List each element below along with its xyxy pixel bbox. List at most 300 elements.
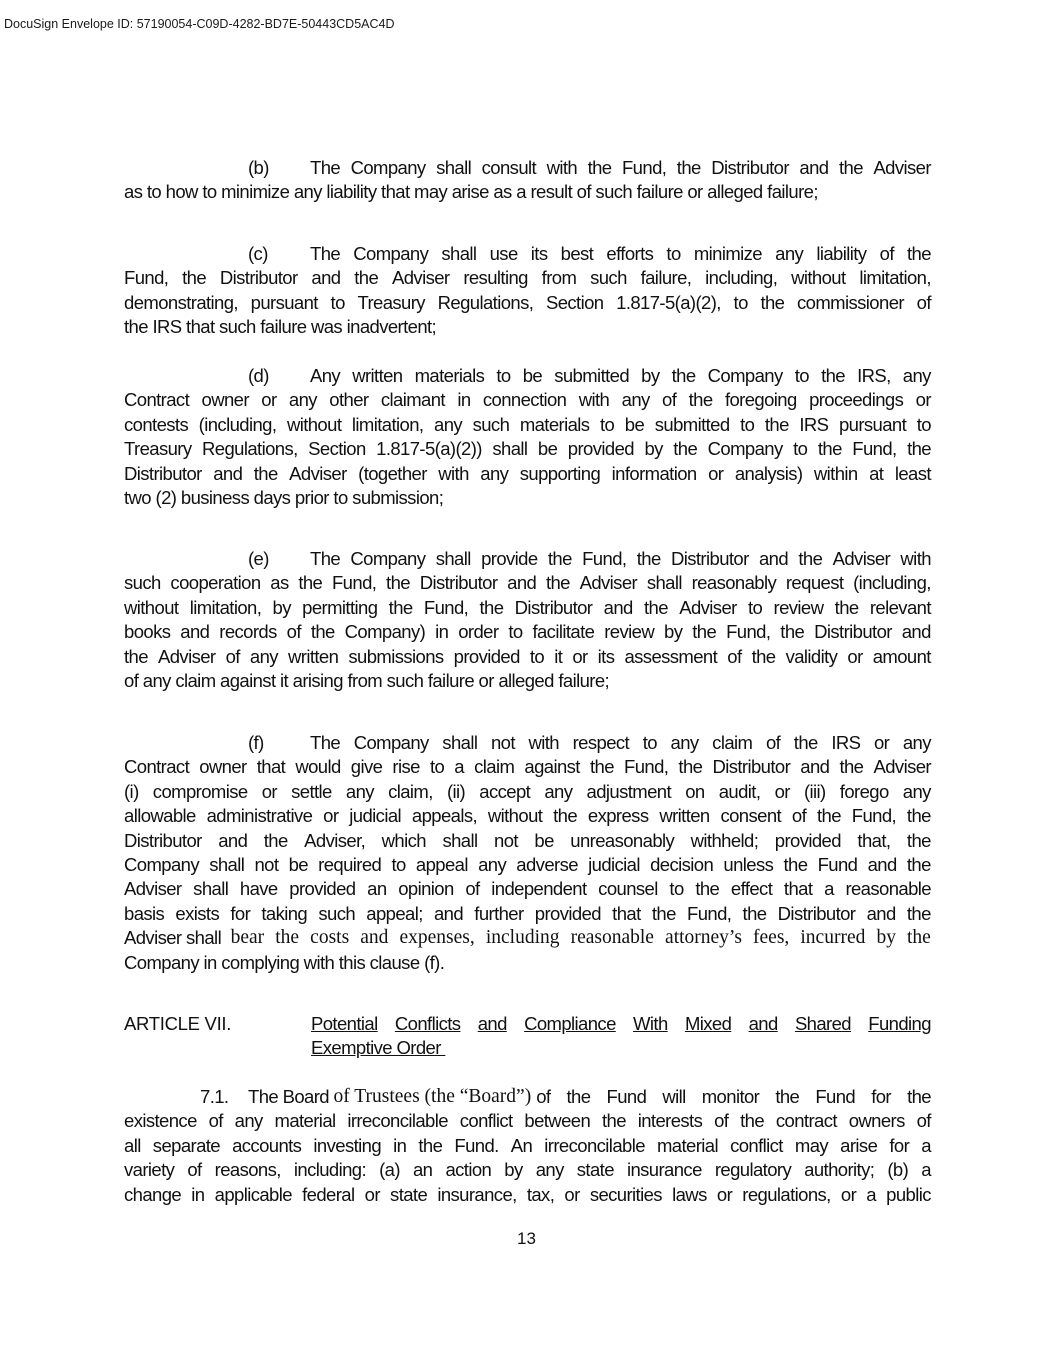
word: taking xyxy=(261,902,308,924)
word: tax, xyxy=(526,1183,555,1205)
word: other xyxy=(329,389,369,411)
word: With xyxy=(633,1013,668,1034)
word: Fund, xyxy=(582,548,627,569)
word: of xyxy=(225,645,240,667)
word: the xyxy=(907,1086,931,1107)
word: the xyxy=(740,1110,765,1132)
word: and xyxy=(180,621,210,643)
word: of xyxy=(286,621,301,643)
word: insurance xyxy=(626,1159,702,1181)
word: Conflicts xyxy=(394,1013,461,1034)
word: administrative xyxy=(206,805,313,827)
word: the xyxy=(821,365,845,386)
word: the xyxy=(907,927,931,949)
word: by xyxy=(644,438,663,460)
section-line xyxy=(124,1134,931,1158)
word: Section xyxy=(308,438,366,460)
word: Fund, xyxy=(624,756,669,778)
word: from xyxy=(541,267,577,289)
word: any xyxy=(480,462,509,484)
word: regulations, xyxy=(742,1183,831,1205)
word: arise xyxy=(840,1134,878,1156)
word: state xyxy=(576,1159,614,1181)
word: provided xyxy=(774,829,841,851)
word: demonstrating, xyxy=(124,291,238,313)
word: for xyxy=(230,902,251,924)
word: a xyxy=(454,756,464,778)
word: and xyxy=(758,548,789,569)
word: the xyxy=(906,854,931,876)
word: and xyxy=(800,756,830,778)
word: expenses, xyxy=(399,927,475,949)
word: and xyxy=(218,829,248,851)
word: limitation, xyxy=(189,596,262,618)
word: provided xyxy=(534,902,601,924)
word: material xyxy=(274,1110,336,1132)
word: written xyxy=(659,805,710,827)
word: foregoing xyxy=(724,389,797,411)
word: a xyxy=(921,1159,931,1181)
word: unreasonably xyxy=(570,829,675,851)
word: to xyxy=(391,854,406,876)
clause-line xyxy=(124,755,931,779)
word: judicial xyxy=(349,805,402,827)
word: the xyxy=(651,902,676,924)
word: claim xyxy=(474,756,515,778)
word: compromise xyxy=(152,780,248,802)
word: or xyxy=(261,780,277,802)
word: accept xyxy=(479,780,531,802)
word: further xyxy=(474,902,524,924)
word: (together xyxy=(358,462,427,484)
section-label: 7.1. xyxy=(200,1086,229,1107)
word: the xyxy=(182,267,207,289)
word: consult xyxy=(481,157,537,178)
word: Company xyxy=(124,854,199,876)
word: The xyxy=(310,732,341,753)
clause-line xyxy=(124,596,931,620)
clause-label: (e) xyxy=(248,548,269,569)
word: that xyxy=(256,756,286,778)
word: public xyxy=(886,1183,931,1205)
word: be xyxy=(522,365,543,386)
word: and xyxy=(477,1013,507,1034)
word: material xyxy=(656,1134,718,1156)
clause-line xyxy=(124,291,931,315)
word: the xyxy=(310,621,335,643)
clause-label: (d) xyxy=(248,365,269,386)
word: failure, xyxy=(640,267,692,289)
word: supporting xyxy=(519,462,601,484)
word: any xyxy=(234,1110,263,1132)
word: forego xyxy=(839,780,889,802)
word: Adviser xyxy=(158,645,216,667)
word: existence xyxy=(124,1110,197,1132)
word: the xyxy=(742,902,767,924)
section-line xyxy=(124,1183,931,1207)
clause-text xyxy=(310,364,931,388)
section-7-1 xyxy=(124,1085,931,1207)
word: any xyxy=(775,243,804,264)
word: and xyxy=(901,621,931,643)
word: (a) xyxy=(379,1159,400,1181)
word: use xyxy=(489,243,518,264)
word: claim xyxy=(712,732,753,753)
word: of xyxy=(536,1086,551,1107)
word: federal xyxy=(302,1183,355,1205)
clause-label: (b) xyxy=(248,157,269,178)
clause-e xyxy=(124,547,931,693)
clause-line xyxy=(124,926,931,950)
word: limitation, xyxy=(859,267,931,289)
word: the xyxy=(388,596,413,618)
word: permitting xyxy=(302,596,378,618)
word: by xyxy=(272,596,291,618)
word: pursuant xyxy=(250,291,318,313)
word: review xyxy=(773,596,824,618)
word: the xyxy=(354,267,379,289)
article-number: ARTICLE VII. xyxy=(124,1013,232,1034)
word: separate xyxy=(152,1134,220,1156)
word: provided xyxy=(289,878,356,900)
word: the xyxy=(673,438,698,460)
word: for xyxy=(889,1134,910,1156)
word: the xyxy=(124,645,148,667)
word: Company xyxy=(707,438,783,460)
word: or xyxy=(564,1183,580,1205)
word: of xyxy=(916,291,931,313)
word: Treasury xyxy=(357,291,425,313)
word: may xyxy=(794,1134,829,1156)
clause-line xyxy=(124,388,931,412)
word: An xyxy=(510,1134,533,1156)
word: Company xyxy=(350,157,426,178)
word: including xyxy=(485,927,560,949)
word: Fund, xyxy=(852,438,897,460)
word: to xyxy=(600,413,615,435)
word: of xyxy=(714,1110,729,1132)
word: the xyxy=(589,756,614,778)
word: minimize xyxy=(693,243,762,264)
clause-text xyxy=(310,156,931,180)
word: of xyxy=(916,1110,931,1132)
word: that xyxy=(783,878,813,900)
word: books xyxy=(124,621,171,643)
word: regulatory xyxy=(714,1159,792,1181)
word: owner xyxy=(201,389,249,411)
word: Distributor xyxy=(124,829,202,851)
word: proceedings xyxy=(809,389,904,411)
word: claim, xyxy=(388,780,433,802)
word: the xyxy=(566,1086,591,1107)
clause-text xyxy=(310,242,931,266)
word: in xyxy=(457,389,471,411)
word: The xyxy=(310,157,341,178)
word: unless xyxy=(723,854,774,876)
word: by xyxy=(876,927,896,949)
word: such xyxy=(124,572,161,594)
word: and xyxy=(799,157,829,178)
word: state xyxy=(390,1183,428,1205)
word: attorney’s xyxy=(665,927,742,949)
word: the xyxy=(817,805,841,827)
word: or xyxy=(847,645,863,667)
word: best xyxy=(560,243,594,264)
clause-line xyxy=(124,877,931,901)
word: adjustment xyxy=(586,780,672,802)
word: analysis) xyxy=(734,462,803,484)
word: Potential xyxy=(311,1013,378,1034)
word: its xyxy=(597,645,615,667)
word: will xyxy=(662,1086,686,1107)
word: Adviser, xyxy=(304,829,366,851)
word: Regulations, xyxy=(202,438,298,460)
word: to xyxy=(642,732,657,753)
word: amount xyxy=(872,645,931,667)
clause-line xyxy=(124,413,931,437)
word: relevant xyxy=(869,596,931,618)
word: authority; xyxy=(804,1159,875,1181)
word: provide xyxy=(481,548,538,569)
word: or xyxy=(261,389,277,411)
word: as xyxy=(270,572,289,594)
word: Distributor xyxy=(670,548,749,569)
word: the xyxy=(793,732,818,753)
word: and xyxy=(603,596,633,618)
word: to xyxy=(669,878,684,900)
word: claimant xyxy=(380,389,445,411)
word: or xyxy=(774,780,790,802)
word: Fund, xyxy=(726,621,771,643)
word: Treasury xyxy=(124,438,192,460)
article-title-line: Exemptive Order xyxy=(311,1037,446,1058)
word: of xyxy=(662,389,677,411)
word: the xyxy=(479,596,504,618)
word: its xyxy=(530,243,548,264)
word: and xyxy=(360,927,389,949)
word: not xyxy=(490,732,515,753)
word: any xyxy=(288,389,317,411)
word: in xyxy=(191,1183,205,1205)
clause-line xyxy=(124,829,931,853)
word: reasonably xyxy=(691,572,777,594)
word: applicable xyxy=(214,1183,292,1205)
word: any xyxy=(249,645,278,667)
word: the xyxy=(817,438,842,460)
word: or xyxy=(572,645,588,667)
word: or xyxy=(708,462,724,484)
word: that xyxy=(612,902,641,924)
word: Mixed xyxy=(684,1013,732,1034)
word: order xyxy=(458,621,499,643)
word: have xyxy=(239,878,278,900)
word: shall xyxy=(646,572,682,594)
word: not xyxy=(254,854,279,876)
clause-line xyxy=(124,547,931,571)
clause-c xyxy=(124,242,931,340)
word: reasonable xyxy=(570,927,654,949)
word: independent xyxy=(491,878,587,900)
word: IRS xyxy=(799,413,829,435)
section-text: The Board xyxy=(248,1086,334,1107)
word: Regulations, xyxy=(437,291,534,313)
word: any xyxy=(621,389,650,411)
word: contests xyxy=(124,413,189,435)
word: of xyxy=(727,645,742,667)
word: to xyxy=(429,756,445,778)
word: resulting xyxy=(463,267,528,289)
word: withheld; xyxy=(690,829,759,851)
word: Adviser xyxy=(679,596,737,618)
clause-line: as to how to minimize any liability that may arise as a result of such failure or alleged failure; xyxy=(124,181,818,203)
word: irreconcilable xyxy=(347,1110,448,1132)
word: the xyxy=(671,365,696,386)
word: the xyxy=(775,1086,800,1107)
word: the xyxy=(601,1110,626,1132)
word: efforts xyxy=(606,243,654,264)
clause-line xyxy=(124,266,931,290)
word: a xyxy=(866,1183,876,1205)
word: and xyxy=(867,854,897,876)
clause-line xyxy=(124,364,931,388)
word: with xyxy=(578,389,610,411)
word: commissioner xyxy=(797,291,904,313)
word: audit, xyxy=(718,780,761,802)
word: such xyxy=(590,267,627,289)
word: which xyxy=(381,829,426,851)
word: at xyxy=(869,462,884,484)
word: of xyxy=(765,732,781,753)
word: basis xyxy=(124,902,165,924)
word: decision xyxy=(650,854,714,876)
word: Company xyxy=(353,243,429,264)
word: request xyxy=(785,572,844,594)
word: to xyxy=(666,243,681,264)
word: shall xyxy=(435,548,471,569)
word: would xyxy=(295,756,341,778)
word: (b) xyxy=(887,1159,909,1181)
word: (i) xyxy=(124,780,139,802)
word: opinion xyxy=(398,878,454,900)
word: without xyxy=(286,413,342,435)
word: such xyxy=(472,413,510,435)
word: provided xyxy=(453,645,520,667)
section-text-serif: of Trustees (the “Board”) xyxy=(333,1086,532,1107)
word: settle xyxy=(291,780,332,802)
clause-line xyxy=(124,902,931,926)
word: in xyxy=(435,621,449,643)
word: a xyxy=(921,1134,931,1156)
word: Fund, xyxy=(851,805,897,827)
word: with xyxy=(900,548,931,569)
clause-b xyxy=(124,156,931,205)
word: Section xyxy=(545,291,604,313)
word: Adviser xyxy=(873,157,931,178)
word: Any xyxy=(310,365,341,386)
word: Company xyxy=(353,732,429,753)
word: Adviser xyxy=(124,878,182,900)
word: be xyxy=(537,438,558,460)
word: change xyxy=(124,1183,182,1205)
word: any xyxy=(478,854,507,876)
word: reasons, xyxy=(214,1159,281,1181)
word: the xyxy=(764,413,789,435)
word: adverse xyxy=(516,854,578,876)
word: bear xyxy=(230,927,265,949)
word: and xyxy=(433,902,464,924)
word: or xyxy=(364,1183,380,1205)
word: shall xyxy=(436,157,472,178)
article-title-line xyxy=(311,1012,931,1036)
clause-line: Company in complying with this clause (f). xyxy=(124,951,445,973)
word: the xyxy=(263,829,288,851)
word: and xyxy=(866,902,896,924)
word: to xyxy=(793,438,808,460)
word: the xyxy=(253,462,278,484)
word: to xyxy=(330,291,345,313)
word: connection xyxy=(482,389,567,411)
clause-line xyxy=(124,462,931,486)
word: submissions xyxy=(348,645,444,667)
word: the xyxy=(547,548,572,569)
word: monitor xyxy=(701,1086,760,1107)
word: the xyxy=(695,878,720,900)
word: shall xyxy=(441,243,477,264)
word: the xyxy=(676,157,701,178)
clause-line xyxy=(124,853,931,877)
word: Fund. xyxy=(454,1134,499,1156)
word: to xyxy=(733,291,748,313)
word: any xyxy=(902,365,931,386)
word: Fund, xyxy=(331,572,377,594)
word: Distributor xyxy=(219,267,298,289)
word: Distributor xyxy=(814,621,892,643)
word: any xyxy=(345,780,374,802)
word: shall xyxy=(442,732,478,753)
word: shall xyxy=(492,438,528,460)
word: conflict xyxy=(459,1110,513,1132)
word: the xyxy=(834,596,859,618)
word: Distributor xyxy=(514,596,593,618)
word: including, xyxy=(705,267,778,289)
word: submitted xyxy=(654,413,730,435)
word: Company) xyxy=(344,621,426,643)
word: Adviser xyxy=(392,267,450,289)
word: the xyxy=(678,756,703,778)
word: the xyxy=(839,157,863,178)
word: including: xyxy=(293,1159,367,1181)
word: liability xyxy=(816,243,867,264)
word: 1.817-5(a)(2), xyxy=(616,291,721,313)
word: action xyxy=(445,1159,492,1181)
word: and xyxy=(507,572,537,594)
clause-line xyxy=(124,620,931,644)
word: 1.817-5(a)(2)) xyxy=(376,438,482,460)
word: facilitate xyxy=(532,621,595,643)
word: Fund, xyxy=(687,902,732,924)
word: without xyxy=(487,805,543,827)
word: the xyxy=(553,805,578,827)
word: to xyxy=(740,413,755,435)
word: the xyxy=(587,157,612,178)
article-title xyxy=(311,1012,931,1060)
word: by xyxy=(641,365,660,386)
word: respect xyxy=(572,732,630,753)
word: Shared xyxy=(794,1013,851,1034)
clause-text-serif xyxy=(231,926,931,950)
word: contract xyxy=(775,1110,837,1132)
word: with xyxy=(438,462,469,484)
